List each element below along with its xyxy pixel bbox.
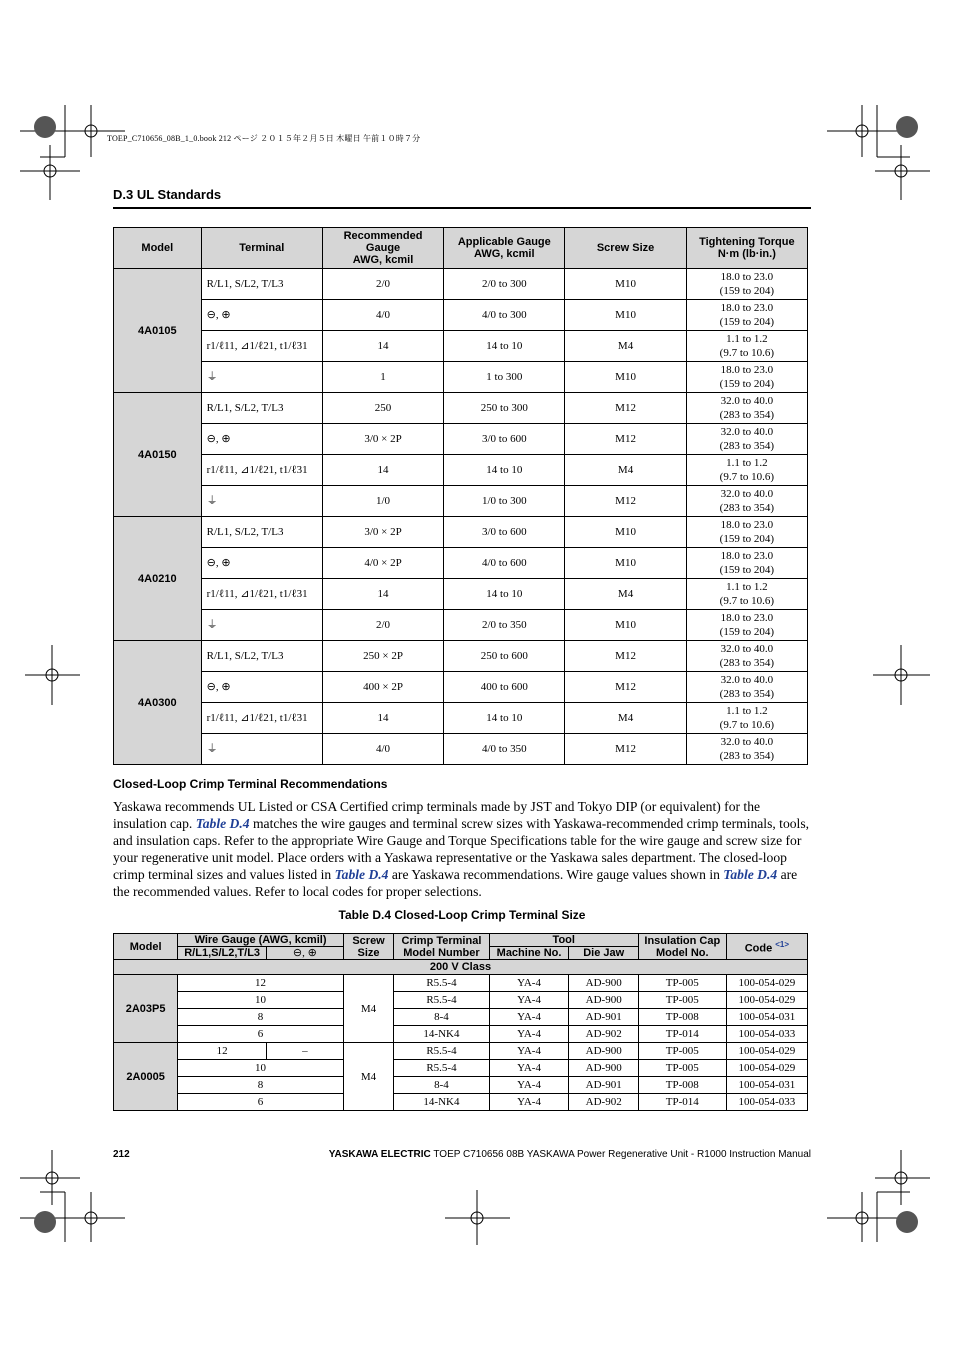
terminal-cell: r1/ℓ11, ⊿1/ℓ21, t1/ℓ31 xyxy=(201,703,322,734)
machine-cell: YA-4 xyxy=(489,975,569,992)
insulation-cap-cell: TP-008 xyxy=(638,1009,726,1026)
wire-gauge-cell: 12 xyxy=(178,975,344,992)
wire-gauge-cell: 8 xyxy=(178,1009,344,1026)
die-jaw-cell: AD-900 xyxy=(569,975,638,992)
insulation-cap-cell: TP-005 xyxy=(638,1060,726,1077)
insulation-cap-cell: TP-005 xyxy=(638,1043,726,1060)
screw-size-cell: M4 xyxy=(565,455,686,486)
screw-size-cell: M12 xyxy=(565,393,686,424)
applicable-gauge-cell: 3/0 to 600 xyxy=(444,517,565,548)
applicable-gauge-cell: 14 to 10 xyxy=(444,455,565,486)
terminal-cell: R/L1, S/L2, T/L3 xyxy=(201,517,322,548)
screw-size-cell: M4 xyxy=(343,1043,394,1111)
wire-gauge-cell: 10 xyxy=(178,992,344,1009)
table-d4-link[interactable]: Table D.4 xyxy=(195,816,250,831)
recommended-gauge-cell: 1/0 xyxy=(322,486,443,517)
torque-cell: 18.0 to 23.0 (159 to 204) xyxy=(686,548,807,579)
table-row xyxy=(114,300,808,331)
page-number: 212 xyxy=(113,1149,130,1160)
crimp-terminal-cell: R5.5-4 xyxy=(394,1060,489,1077)
code-cell: 100-054-033 xyxy=(726,1026,807,1043)
insulation-cap-cell: TP-005 xyxy=(638,975,726,992)
applicable-gauge-cell: 14 to 10 xyxy=(444,703,565,734)
screw-size-cell: M4 xyxy=(565,579,686,610)
wire-gauge-pm-cell: – xyxy=(266,1043,343,1060)
model-cell: 4A0210 xyxy=(114,517,202,641)
table-row xyxy=(114,703,808,734)
table-row xyxy=(114,610,808,641)
die-jaw-cell: AD-900 xyxy=(569,992,638,1009)
recommended-gauge-cell: 250 xyxy=(322,393,443,424)
header-terminal: Terminal xyxy=(201,228,322,269)
terminal-cell: ⏚ xyxy=(201,610,322,641)
screw-size-cell: M10 xyxy=(565,362,686,393)
screw-size-cell: M4 xyxy=(343,975,394,1043)
machine-cell: YA-4 xyxy=(489,1043,569,1060)
crimp-terminal-cell: R5.5-4 xyxy=(394,975,489,992)
crimp-terminal-cell: 8-4 xyxy=(394,1077,489,1094)
table-row xyxy=(114,1026,808,1043)
wire-gauge-cell: 10 xyxy=(178,1060,344,1077)
table-row xyxy=(114,1043,808,1060)
machine-cell: YA-4 xyxy=(489,1077,569,1094)
section-title: D.3 UL Standards xyxy=(113,187,222,202)
applicable-gauge-cell: 2/0 to 300 xyxy=(444,269,565,300)
torque-cell: 1.1 to 1.2 (9.7 to 10.6) xyxy=(686,703,807,734)
terminal-cell: ⏚ xyxy=(201,734,322,765)
terminal-cell: r1/ℓ11, ⊿1/ℓ21, t1/ℓ31 xyxy=(201,455,322,486)
table-row xyxy=(114,1077,808,1094)
applicable-gauge-cell: 3/0 to 600 xyxy=(444,424,565,455)
machine-cell: YA-4 xyxy=(489,1094,569,1111)
header-code: Code $^{<1>}$ xyxy=(726,934,807,960)
header-model: Model xyxy=(114,228,202,269)
header-insulation-cap: Insulation Cap Model No. xyxy=(638,934,726,960)
table-row xyxy=(114,362,808,393)
book-info-line: TOEP_C710656_08B_1_0.book 212 ページ ２０１５年２月５日 木曜日 午前１０時７分 xyxy=(107,134,421,143)
table-header-row xyxy=(114,934,808,947)
torque-cell: 32.0 to 40.0 (283 to 354) xyxy=(686,734,807,765)
terminal-cell: r1/ℓ11, ⊿1/ℓ21, t1/ℓ31 xyxy=(201,579,322,610)
header-recommended-gauge: Recommended Gauge AWG, kcmil xyxy=(322,228,443,269)
code-cell: 100-054-029 xyxy=(726,1060,807,1077)
table-row xyxy=(114,579,808,610)
insulation-cap-cell: TP-008 xyxy=(638,1077,726,1094)
model-cell: 4A0105 xyxy=(114,269,202,393)
applicable-gauge-cell: 14 to 10 xyxy=(444,331,565,362)
table-row xyxy=(114,992,808,1009)
footer-doc-title: YASKAWA ELECTRIC TOEP C710656 08B YASKAWA Power Regenerative Unit - R1000 Instruction Manual xyxy=(328,1149,811,1160)
wire-gauge-cell: 6 xyxy=(178,1094,344,1111)
section-rule xyxy=(113,207,811,209)
terminal-cell: ⏚ xyxy=(201,362,322,393)
machine-cell: YA-4 xyxy=(489,1060,569,1077)
header-rl: R/L1,S/L2,T/L3 xyxy=(178,947,267,960)
recommended-gauge-cell: 4/0 xyxy=(322,300,443,331)
table-row xyxy=(114,1009,808,1026)
die-jaw-cell: AD-901 xyxy=(569,1077,638,1094)
torque-cell: 18.0 to 23.0 (159 to 204) xyxy=(686,610,807,641)
machine-cell: YA-4 xyxy=(489,1009,569,1026)
model-cell: 2A03P5 xyxy=(114,975,178,1043)
header-screw-size: Screw Size xyxy=(565,228,686,269)
screw-size-cell: M10 xyxy=(565,269,686,300)
terminal-cell: R/L1, S/L2, T/L3 xyxy=(201,393,322,424)
torque-cell: 1.1 to 1.2 (9.7 to 10.6) xyxy=(686,579,807,610)
recommended-gauge-cell: 4/0 × 2P xyxy=(322,548,443,579)
die-jaw-cell: AD-900 xyxy=(569,1043,638,1060)
recommended-gauge-cell: 400 × 2P xyxy=(322,672,443,703)
terminal-cell: ⏚ xyxy=(201,486,322,517)
terminal-cell: r1/ℓ11, ⊿1/ℓ21, t1/ℓ31 xyxy=(201,331,322,362)
header-crimp-terminal: Crimp Terminal Model Number xyxy=(394,934,489,960)
header-tightening-torque: Tightening Torque N·m (lb·in.) xyxy=(686,228,807,269)
header-die-jaw: Die Jaw xyxy=(569,947,638,960)
wire-gauge-table xyxy=(113,227,808,765)
table-row xyxy=(114,331,808,362)
terminal-cell: ⊖, ⊕ xyxy=(201,300,322,331)
recommended-gauge-cell: 250 × 2P xyxy=(322,641,443,672)
header-wire-gauge: Wire Gauge (AWG, kcmil) xyxy=(178,934,344,947)
crimp-terminal-cell: R5.5-4 xyxy=(394,992,489,1009)
recommended-gauge-cell: 3/0 × 2P xyxy=(322,517,443,548)
screw-size-cell: M4 xyxy=(565,331,686,362)
recommended-gauge-cell: 4/0 xyxy=(322,734,443,765)
crimp-terminal-cell: 14-NK4 xyxy=(394,1026,489,1043)
insulation-cap-cell: TP-014 xyxy=(638,1026,726,1043)
torque-cell: 32.0 to 40.0 (283 to 354) xyxy=(686,424,807,455)
table-row xyxy=(114,486,808,517)
code-cell: 100-054-031 xyxy=(726,1009,807,1026)
screw-size-cell: M10 xyxy=(565,300,686,331)
table-d4-link[interactable]: Table D.4 xyxy=(723,867,778,882)
screw-size-cell: M10 xyxy=(565,548,686,579)
footnote-marker[interactable]: <1> xyxy=(775,939,790,949)
table-row xyxy=(114,975,808,992)
terminal-cell: ⊖, ⊕ xyxy=(201,548,322,579)
machine-cell: YA-4 xyxy=(489,1026,569,1043)
header-screw-size: Screw Size xyxy=(343,934,394,960)
subheading: Closed-Loop Crimp Terminal Recommendations xyxy=(113,777,388,791)
screw-size-cell: M12 xyxy=(565,734,686,765)
code-cell: 100-054-031 xyxy=(726,1077,807,1094)
torque-cell: 18.0 to 23.0 (159 to 204) xyxy=(686,517,807,548)
table-row xyxy=(114,1094,808,1111)
model-cell: 4A0150 xyxy=(114,393,202,517)
table-row xyxy=(114,548,808,579)
screw-size-cell: M12 xyxy=(565,486,686,517)
wire-gauge-cell: 8 xyxy=(178,1077,344,1094)
header-applicable-gauge: Applicable Gauge AWG, kcmil xyxy=(444,228,565,269)
voltage-class: 200 V Class xyxy=(114,960,808,975)
crimp-terminal-table xyxy=(113,933,808,1111)
die-jaw-cell: AD-901 xyxy=(569,1009,638,1026)
table-row xyxy=(114,672,808,703)
terminal-cell: ⊖, ⊕ xyxy=(201,424,322,455)
insulation-cap-cell: TP-005 xyxy=(638,992,726,1009)
recommended-gauge-cell: 1 xyxy=(322,362,443,393)
applicable-gauge-cell: 4/0 to 300 xyxy=(444,300,565,331)
table-row xyxy=(114,269,808,300)
header-machine: Machine No. xyxy=(489,947,569,960)
screw-size-cell: M4 xyxy=(565,703,686,734)
terminal-cell: R/L1, S/L2, T/L3 xyxy=(201,269,322,300)
header-tool: Tool xyxy=(489,934,638,947)
screw-size-cell: M12 xyxy=(565,641,686,672)
header-model: Model xyxy=(114,934,178,960)
recommended-gauge-cell: 3/0 × 2P xyxy=(322,424,443,455)
terminal-cell: R/L1, S/L2, T/L3 xyxy=(201,641,322,672)
applicable-gauge-cell: 250 to 600 xyxy=(444,641,565,672)
torque-cell: 32.0 to 40.0 (283 to 354) xyxy=(686,486,807,517)
table-caption: Table D.4 Closed-Loop Crimp Terminal Size xyxy=(338,908,586,922)
body-paragraph: Yaskawa recommends UL Listed or CSA Certified crimp terminals made by JST and Tokyo DIP (or equivalent) for the insulation cap. Table D.4 matches the wire gauges and terminal screw sizes with Yaskawa-recommended crimp terminals, tools, and insulation caps. Refer to the appropriate Wire Gauge and Torque Specifications table for the wire gauge and screw size for your regenerative unit model. Place orders with a Yaskawa representative or the Yaskawa sales department. The closed-loop crimp terminal sizes and values listed in Table D.4 are Yaskawa recommendations. Wire gauge values shown in Table D.4 are the recommended values. Refer to local codes for proper selections. xyxy=(113,799,810,899)
table-row xyxy=(114,455,808,486)
insulation-cap-cell: TP-014 xyxy=(638,1094,726,1111)
table-header-row xyxy=(114,228,808,269)
table-row xyxy=(114,424,808,455)
wire-gauge-rl-cell: 12 xyxy=(178,1043,267,1060)
torque-cell: 18.0 to 23.0 (159 to 204) xyxy=(686,362,807,393)
applicable-gauge-cell: 400 to 600 xyxy=(444,672,565,703)
code-cell: 100-054-033 xyxy=(726,1094,807,1111)
terminal-cell: ⊖, ⊕ xyxy=(201,672,322,703)
applicable-gauge-cell: 14 to 10 xyxy=(444,579,565,610)
table-row xyxy=(114,517,808,548)
applicable-gauge-cell: 4/0 to 350 xyxy=(444,734,565,765)
screw-size-cell: M12 xyxy=(565,424,686,455)
code-cell: 100-054-029 xyxy=(726,992,807,1009)
applicable-gauge-cell: 2/0 to 350 xyxy=(444,610,565,641)
screw-size-cell: M10 xyxy=(565,517,686,548)
recommended-gauge-cell: 14 xyxy=(322,331,443,362)
recommended-gauge-cell: 2/0 xyxy=(322,269,443,300)
torque-cell: 18.0 to 23.0 (159 to 204) xyxy=(686,300,807,331)
recommended-gauge-cell: 14 xyxy=(322,455,443,486)
die-jaw-cell: AD-900 xyxy=(569,1060,638,1077)
code-cell: 100-054-029 xyxy=(726,975,807,992)
crimp-terminal-cell: 14-NK4 xyxy=(394,1094,489,1111)
table-row xyxy=(114,393,808,424)
torque-cell: 32.0 to 40.0 (283 to 354) xyxy=(686,641,807,672)
code-cell: 100-054-029 xyxy=(726,1043,807,1060)
table-d4-link[interactable]: Table D.4 xyxy=(334,867,389,882)
screw-size-cell: M12 xyxy=(565,672,686,703)
torque-cell: 32.0 to 40.0 (283 to 354) xyxy=(686,672,807,703)
wire-gauge-cell: 6 xyxy=(178,1026,344,1043)
recommended-gauge-cell: 14 xyxy=(322,703,443,734)
crimp-terminal-cell: R5.5-4 xyxy=(394,1043,489,1060)
header-pm: ⊖, ⊕ xyxy=(266,947,343,960)
screw-size-cell: M10 xyxy=(565,610,686,641)
die-jaw-cell: AD-902 xyxy=(569,1094,638,1111)
model-cell: 4A0300 xyxy=(114,641,202,765)
recommended-gauge-cell: 2/0 xyxy=(322,610,443,641)
class-row xyxy=(114,960,808,975)
torque-cell: 18.0 to 23.0 (159 to 204) xyxy=(686,269,807,300)
applicable-gauge-cell: 4/0 to 600 xyxy=(444,548,565,579)
model-cell: 2A0005 xyxy=(114,1043,178,1111)
table-row xyxy=(114,734,808,765)
machine-cell: YA-4 xyxy=(489,992,569,1009)
recommended-gauge-cell: 14 xyxy=(322,579,443,610)
table-row xyxy=(114,641,808,672)
crimp-terminal-cell: 8-4 xyxy=(394,1009,489,1026)
applicable-gauge-cell: 250 to 300 xyxy=(444,393,565,424)
die-jaw-cell: AD-902 xyxy=(569,1026,638,1043)
table-row xyxy=(114,1060,808,1077)
torque-cell: 32.0 to 40.0 (283 to 354) xyxy=(686,393,807,424)
applicable-gauge-cell: 1/0 to 300 xyxy=(444,486,565,517)
torque-cell: 1.1 to 1.2 (9.7 to 10.6) xyxy=(686,455,807,486)
applicable-gauge-cell: 1 to 300 xyxy=(444,362,565,393)
torque-cell: 1.1 to 1.2 (9.7 to 10.6) xyxy=(686,331,807,362)
